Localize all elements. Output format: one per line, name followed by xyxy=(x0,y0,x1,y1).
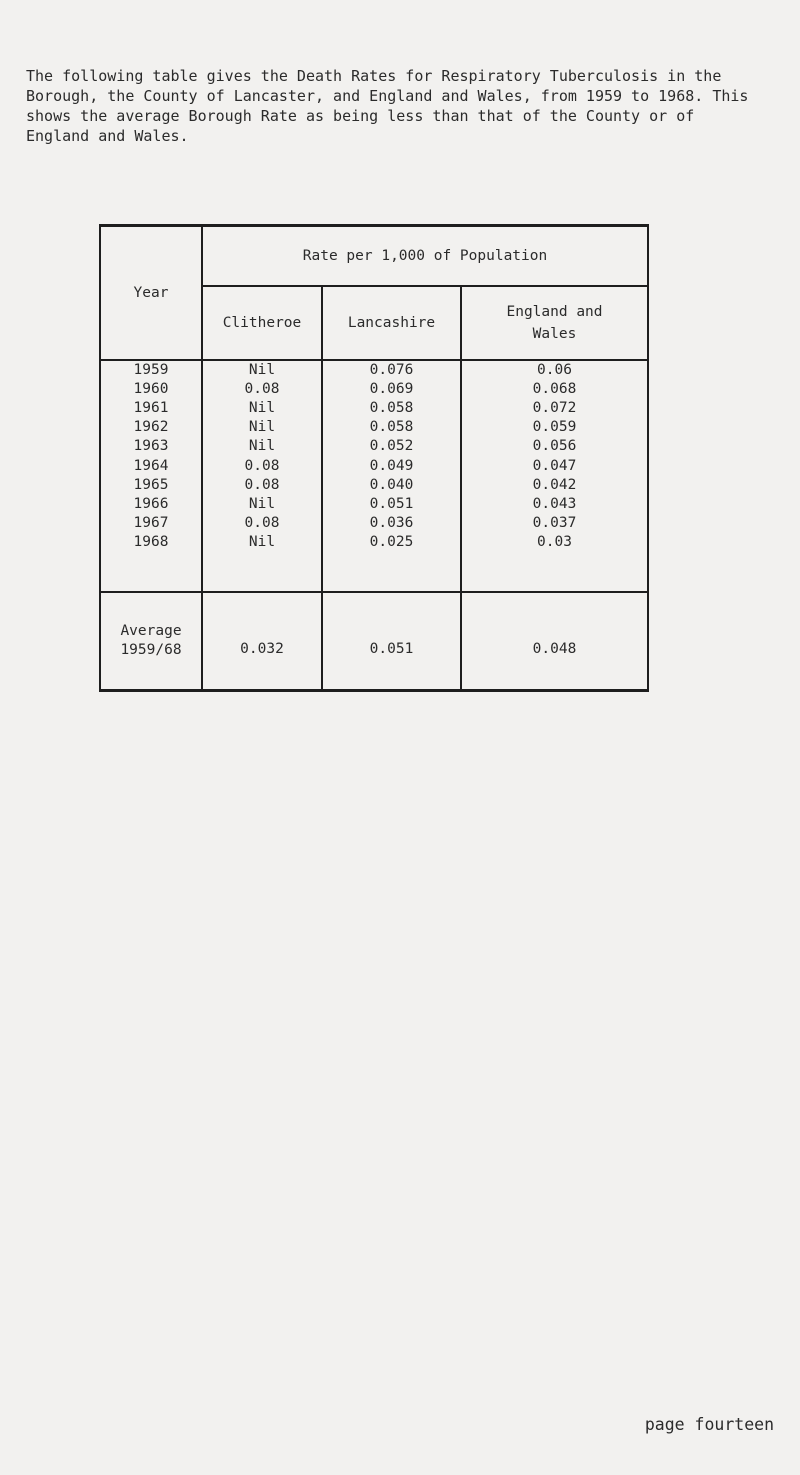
average-england-wales: 0.048 xyxy=(461,592,648,691)
clitheroe-cell: Nil xyxy=(248,361,276,378)
lancashire-cell: 0.058 xyxy=(369,399,414,416)
clitheroe-cell: Nil xyxy=(248,495,276,512)
lancashire-cell: 0.040 xyxy=(369,476,414,493)
year-column-cells xyxy=(100,360,202,592)
england-wales-cell: 0.072 xyxy=(532,399,577,416)
average-label xyxy=(100,592,202,691)
clitheroe-cell: Nil xyxy=(248,419,276,436)
lancashire-cell: 0.058 xyxy=(369,419,414,436)
data-row xyxy=(100,360,648,592)
england-wales-cell: 0.059 xyxy=(532,419,577,436)
lancashire-cell: 0.025 xyxy=(369,534,414,551)
page-footer: page fourteen xyxy=(644,1415,774,1434)
england-wales-cell: 0.042 xyxy=(532,476,577,493)
average-label-line1: Average xyxy=(120,622,182,639)
average-clitheroe: 0.032 xyxy=(202,592,322,691)
england-wales-cell: 0.03 xyxy=(537,534,572,551)
england-wales-column-cells xyxy=(461,360,648,592)
clitheroe-cell: 0.08 xyxy=(244,476,280,493)
lancashire-cell: 0.069 xyxy=(369,380,414,397)
lancashire-cell: 0.052 xyxy=(369,438,414,455)
clitheroe-cell: 0.08 xyxy=(244,380,280,397)
average-lancashire: 0.051 xyxy=(322,592,461,691)
death-rates-table xyxy=(99,224,649,692)
column-header-england-wales xyxy=(461,286,648,360)
lancashire-cell: 0.036 xyxy=(369,515,414,532)
intro-paragraph: The following table gives the Death Rates for Respiratory Tuberculosis in the Borough, the County of Lancaster, and England and Wales, from 1959 to 1968. This shows the average Borough Rate as being less than that of the County or of England and Wales. xyxy=(26,67,749,145)
header-row-group xyxy=(100,226,648,286)
column-header-clitheroe: Clitheroe xyxy=(202,286,322,360)
year-cell: 1960 xyxy=(133,380,169,397)
year-cell: 1966 xyxy=(133,495,169,512)
average-label-line2: 1959/68 xyxy=(120,641,182,658)
clitheroe-cell: 0.08 xyxy=(244,457,280,474)
lancashire-cell: 0.049 xyxy=(369,457,414,474)
year-header: Year xyxy=(100,226,202,360)
average-row xyxy=(100,592,648,691)
england-wales-cell: 0.056 xyxy=(532,438,577,455)
column-header-england-wales-label: England and Wales xyxy=(506,303,603,342)
england-wales-cell: 0.043 xyxy=(532,495,577,512)
year-cell: 1963 xyxy=(133,438,169,455)
year-cell: 1965 xyxy=(133,476,169,493)
lancashire-cell: 0.076 xyxy=(369,361,414,378)
clitheroe-cell: Nil xyxy=(248,438,276,455)
clitheroe-cell: Nil xyxy=(248,399,276,416)
clitheroe-column-cells xyxy=(202,360,322,592)
year-cell: 1961 xyxy=(133,399,169,416)
clitheroe-cell: Nil xyxy=(248,534,276,551)
england-wales-cell: 0.037 xyxy=(532,515,577,532)
lancashire-column-cells xyxy=(322,360,461,592)
year-cell: 1967 xyxy=(133,515,169,532)
year-cell: 1959 xyxy=(133,361,169,378)
year-cell: 1964 xyxy=(133,457,169,474)
clitheroe-cell: 0.08 xyxy=(244,515,280,532)
year-cell: 1968 xyxy=(133,534,169,551)
year-cell: 1962 xyxy=(133,419,169,436)
england-wales-cell: 0.06 xyxy=(537,361,572,378)
column-header-lancashire: Lancashire xyxy=(322,286,461,360)
england-wales-cell: 0.047 xyxy=(532,457,577,474)
england-wales-cell: 0.068 xyxy=(532,380,577,397)
rate-group-header: Rate per 1,000 of Population xyxy=(202,226,648,286)
lancashire-cell: 0.051 xyxy=(369,495,414,512)
